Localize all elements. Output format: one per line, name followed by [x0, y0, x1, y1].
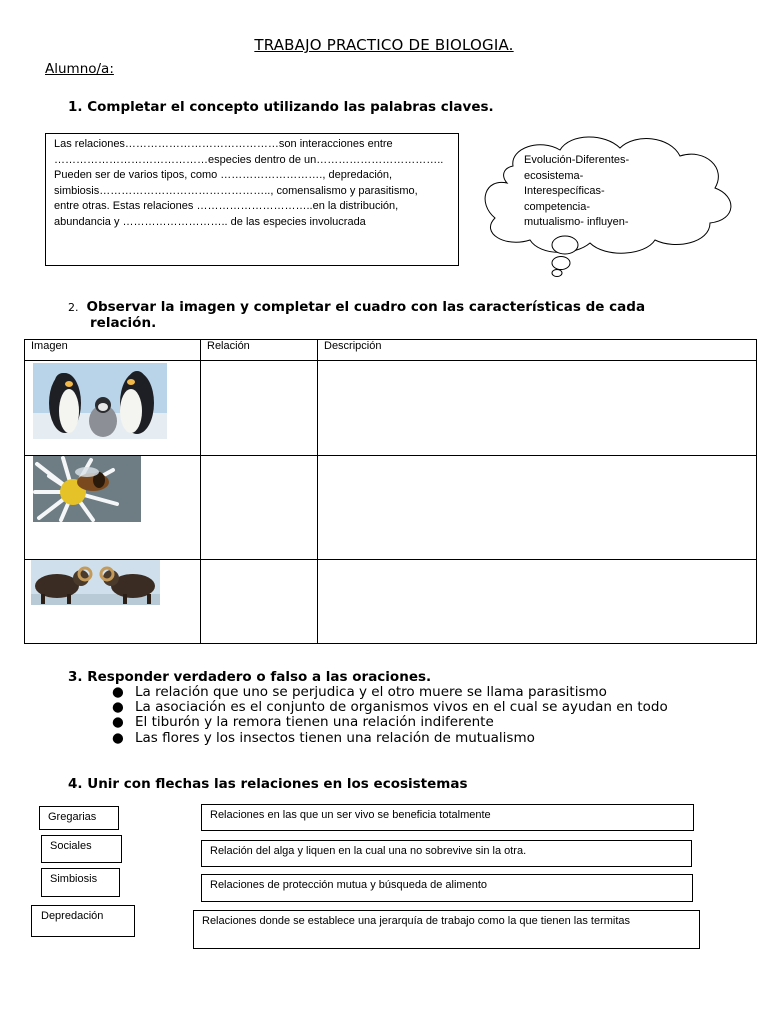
- table-cell-image: [25, 456, 201, 560]
- q3-heading-text: Responder verdadero o falso a las oraciones.: [87, 669, 432, 685]
- column-header-description: Descripción: [318, 340, 757, 361]
- page-title: TRABAJO PRACTICO DE BIOLOGIA.: [254, 36, 514, 54]
- q2-heading: [68, 300, 645, 331]
- term-box-gregarias[interactable]: Gregarias: [39, 806, 119, 830]
- table-row: [25, 456, 757, 560]
- list-item: [112, 731, 712, 746]
- bee-on-flower-image: [33, 456, 141, 522]
- table-cell-relation[interactable]: [201, 560, 318, 644]
- q1-number: 1.: [68, 99, 83, 115]
- q1-heading-text: Completar el concepto utilizando las palabras claves.: [87, 99, 494, 115]
- q4-number: 4.: [68, 776, 83, 792]
- q2-number: 2.: [68, 301, 79, 314]
- bullet-icon: ●: [112, 714, 124, 731]
- statement-text: La relación que uno se perjudica y el otro muere se llama parasitismo: [135, 684, 607, 700]
- q1-text-line: entre otras. Estas relaciones …………………………..en la distribución,: [54, 200, 399, 213]
- table-cell-image: [25, 560, 201, 644]
- table-cell-description[interactable]: [318, 361, 757, 456]
- bullet-icon: ●: [112, 684, 124, 700]
- q2-heading-line1: Observar la imagen y completar el cuadro con las características de cada: [86, 299, 646, 315]
- term-box-sociales[interactable]: Sociales: [41, 835, 122, 863]
- table-row: [25, 560, 757, 644]
- table-cell-relation[interactable]: [201, 456, 318, 560]
- table-header-row: [25, 340, 757, 361]
- q4-heading-text: Unir con flechas las relaciones en los ecosistemas: [87, 776, 468, 792]
- term-box-depredacion[interactable]: Depredación: [31, 905, 135, 937]
- keyword-line: Evolución-Diferentes-: [524, 154, 630, 166]
- q3-heading: [68, 669, 431, 685]
- penguins-image: [33, 363, 167, 439]
- table-cell-description[interactable]: [318, 560, 757, 644]
- keyword-line: ecosistema-: [524, 169, 584, 182]
- q1-text-line: ……………………………………especies dentro de un……………………………..: [54, 153, 444, 166]
- rams-image: [31, 560, 160, 605]
- q1-text-line: Las relaciones……………………………………son interacciones entre: [54, 138, 393, 150]
- q1-text-line: simbiosis……………………………………….., comensalismo y parasitismo,: [54, 184, 418, 197]
- column-header-image: Imagen: [25, 340, 201, 361]
- statement-text: La asociación es el conjunto de organismos vivos en el cual se ayudan en todo: [135, 699, 668, 716]
- table-cell-relation[interactable]: [201, 361, 318, 456]
- definition-box[interactable]: Relaciones de protección mutua y búsqueda de alimento: [201, 874, 693, 902]
- column-header-relation: Relación: [201, 340, 318, 361]
- q3-number: 3.: [68, 669, 83, 685]
- term-box-simbiosis[interactable]: Simbiosis: [41, 868, 120, 897]
- definition-box[interactable]: Relación del alga y liquen en la cual una no sobrevive sin la otra.: [201, 840, 692, 867]
- bullet-icon: ●: [112, 729, 124, 746]
- keywords-list: [524, 153, 664, 231]
- keyword-line: mutualismo- influyen-: [524, 216, 629, 229]
- table-row: [25, 361, 757, 456]
- definition-box[interactable]: Relaciones en las que un ser vivo se beneficia totalmente: [201, 804, 694, 831]
- q4-heading: [68, 776, 468, 792]
- q3-statements: [112, 685, 712, 746]
- statement-text: El tiburón y la remora tienen una relación indiferente: [135, 714, 494, 731]
- keyword-line: Interespecíficas-: [524, 185, 605, 198]
- q1-concept-box: [45, 133, 459, 266]
- q1-text-line: Pueden ser de varios tipos, como ………………………., depredación,: [54, 169, 393, 182]
- table-cell-description[interactable]: [318, 456, 757, 560]
- definition-box[interactable]: Relaciones donde se establece una jerarquía de trabajo como la que tienen las termitas: [193, 910, 700, 949]
- student-name-label: Alumno/a:: [45, 61, 114, 77]
- relations-table: [24, 339, 757, 644]
- q1-text-line: abundancia y ……………………….. de las especies involucrada: [54, 215, 366, 228]
- bullet-icon: ●: [112, 699, 124, 716]
- q2-heading-line2: relación.: [90, 314, 157, 331]
- list-item: [112, 685, 712, 700]
- q1-heading: [68, 99, 494, 115]
- keyword-line: competencia-: [524, 200, 591, 213]
- list-item: [112, 715, 712, 730]
- statement-text: Las flores y los insectos tienen una relación de mutualismo: [135, 729, 535, 746]
- table-cell-image: [25, 361, 201, 456]
- list-item: [112, 700, 712, 715]
